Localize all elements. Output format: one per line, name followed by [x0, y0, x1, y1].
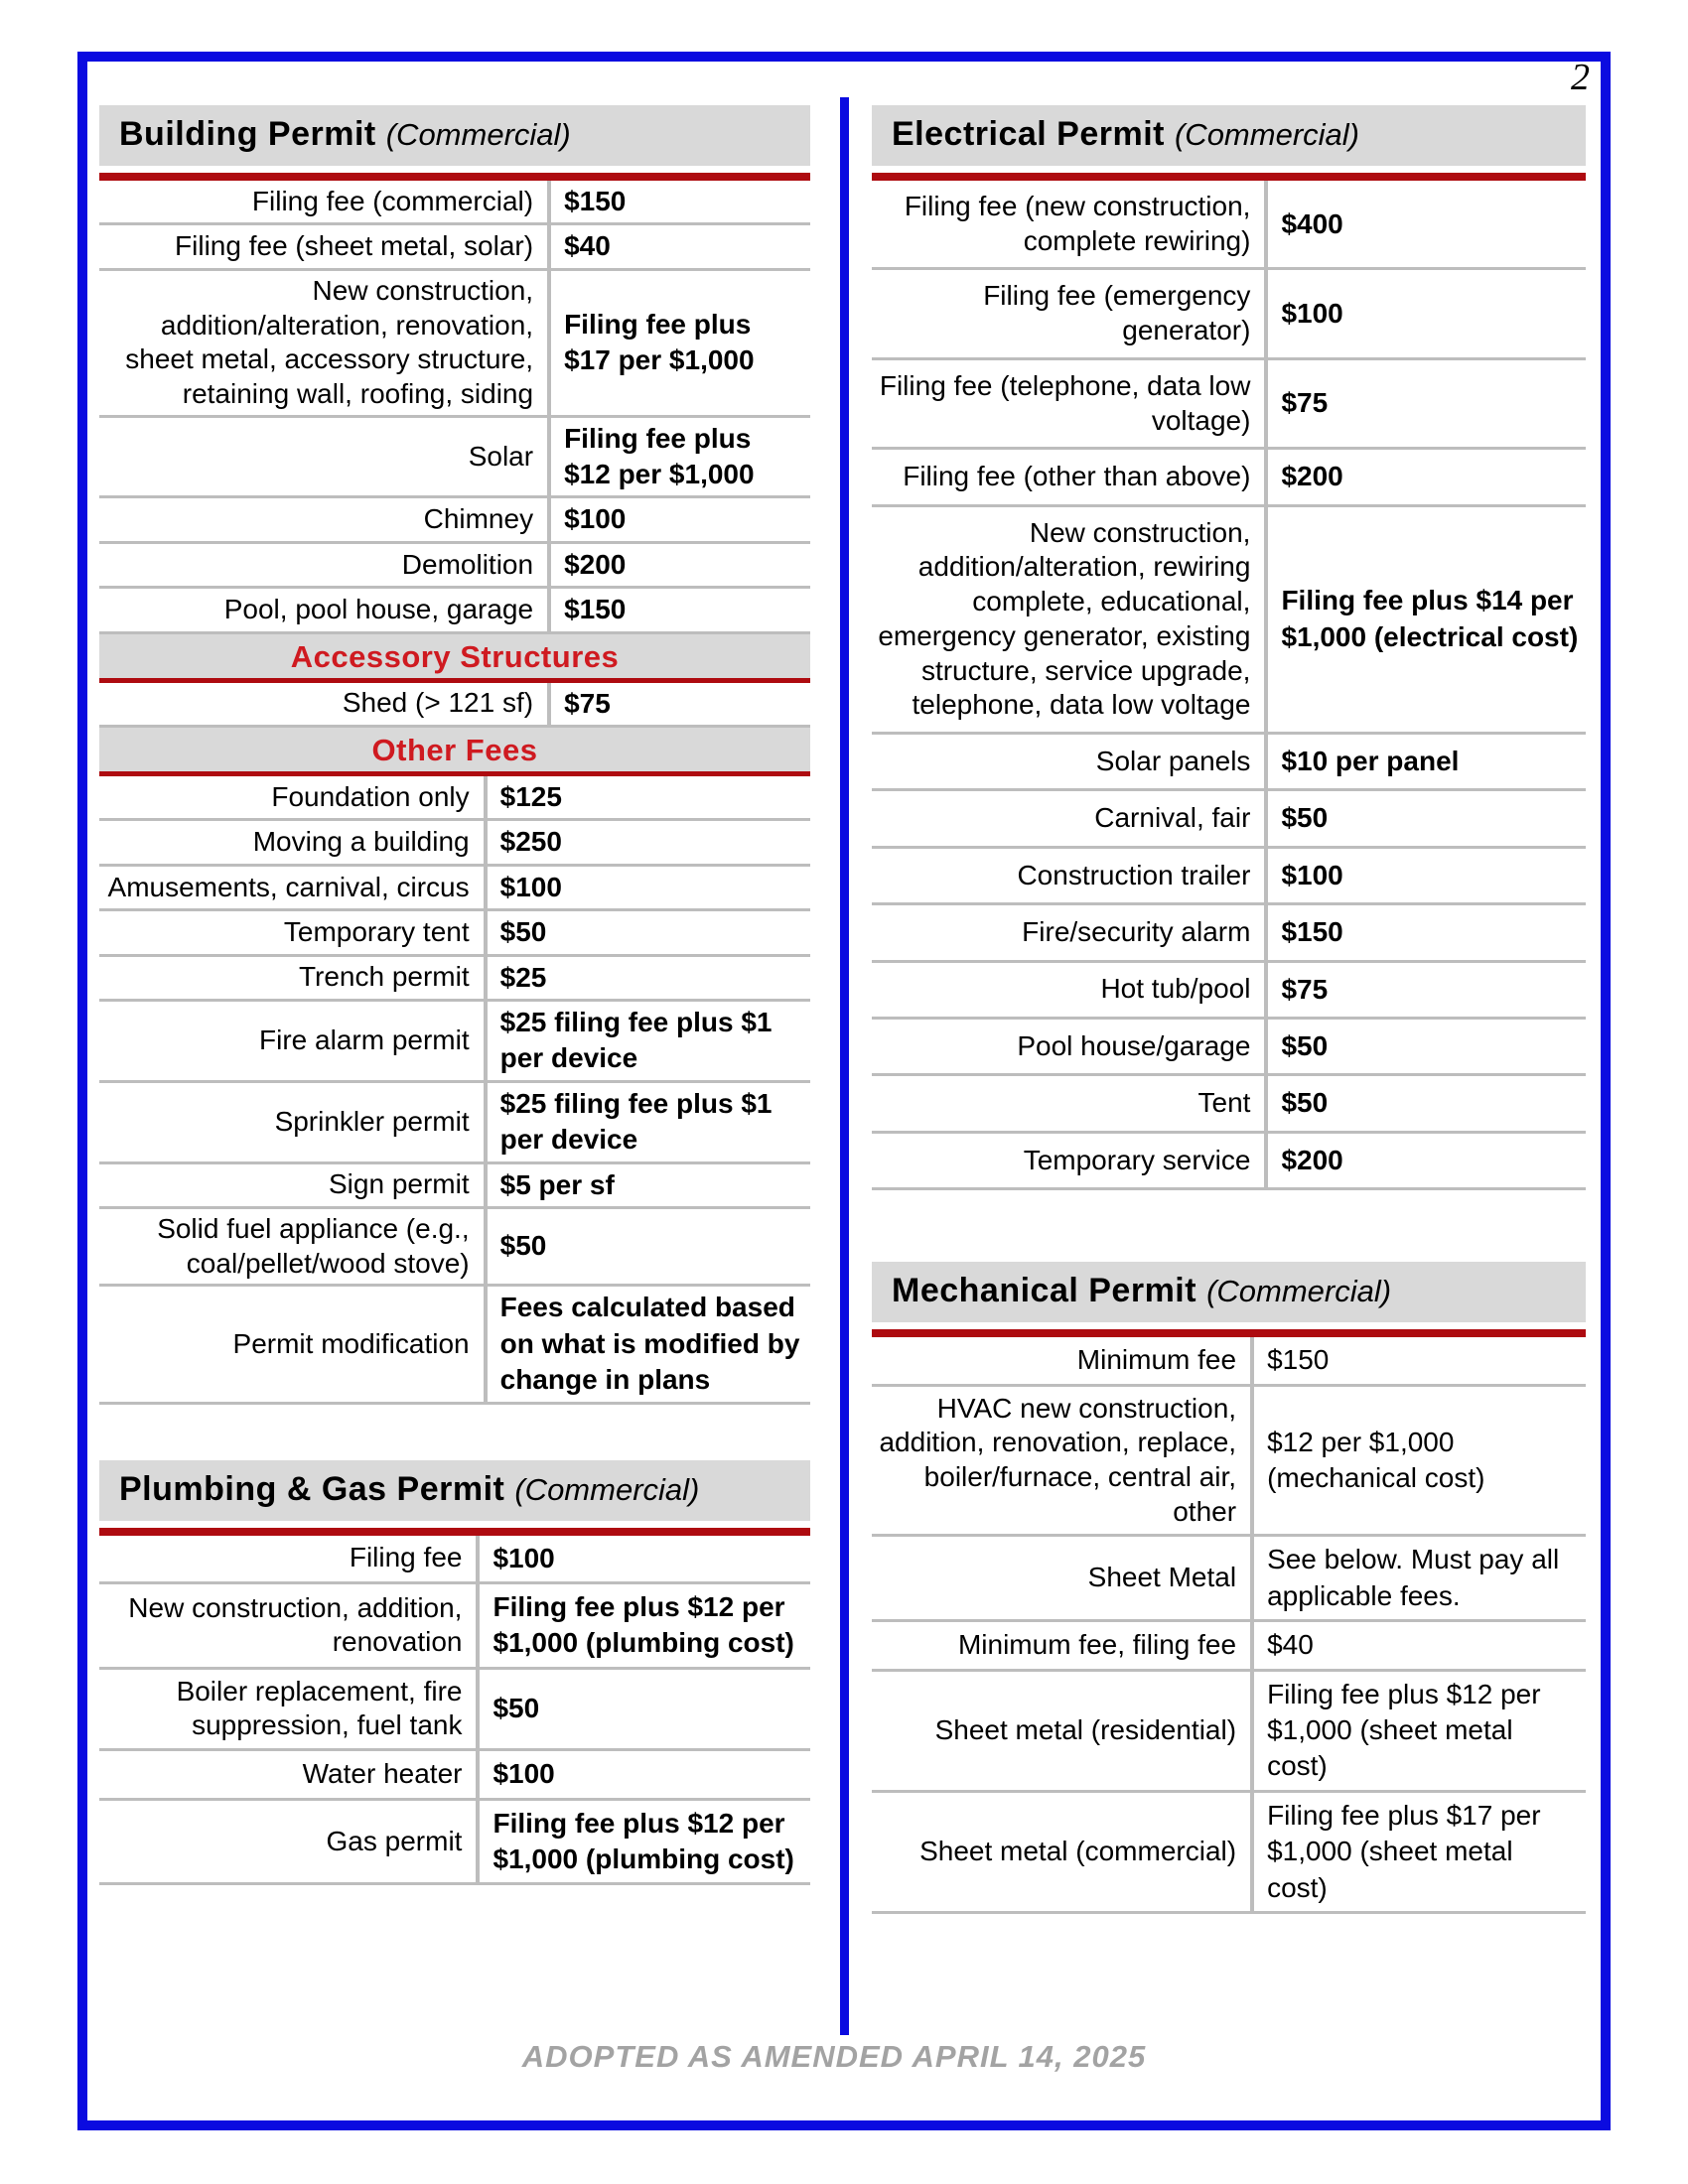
fee-row	[872, 1076, 1586, 1133]
red-rule	[99, 173, 810, 181]
electrical-permit-table	[872, 105, 1586, 1190]
fee-value: $5 per sf	[484, 1164, 810, 1206]
fee-value: $40	[547, 225, 810, 267]
mechanical-permit-table	[872, 1262, 1586, 1914]
fee-row	[99, 589, 810, 633]
fee-value: Filing fee plus $12 per $1,000 (sheet metal cost)	[1250, 1672, 1586, 1790]
adoption-footnote: ADOPTED AS AMENDED APRIL 14, 2025	[521, 2039, 1147, 2074]
fee-label: Solid fuel appliance (e.g., coal/pellet/wood stove)	[157, 1212, 470, 1279]
page-number: 2	[1571, 57, 1590, 98]
fee-label: New construction, addition, renovation	[128, 1591, 463, 1658]
building-permit-table	[99, 105, 810, 1405]
fee-value: $150	[547, 181, 810, 222]
fee-label: Tent	[1197, 1087, 1251, 1119]
fee-label: Water heater	[302, 1757, 463, 1789]
fee-row	[872, 1020, 1586, 1076]
fee-label: Carnival, fair	[1094, 802, 1251, 834]
fee-row	[99, 1801, 810, 1886]
fee-value: Filing fee plus $17 per $1,000 (sheet metal cost)	[1250, 1793, 1586, 1911]
fee-row	[99, 911, 810, 956]
table-subtitle: (Commercial)	[1206, 1274, 1392, 1309]
fee-row	[99, 271, 810, 418]
fee-label: Minimum fee	[1076, 1343, 1237, 1375]
fee-value: $12 per $1,000 (mechanical cost)	[1250, 1387, 1586, 1535]
fee-row	[872, 181, 1586, 270]
fee-label: Sprinkler permit	[274, 1105, 470, 1137]
fee-row	[99, 821, 810, 866]
fee-row	[99, 181, 810, 225]
fee-value: $100	[476, 1751, 810, 1797]
fee-row	[872, 1387, 1586, 1538]
fee-row	[99, 1164, 810, 1209]
fee-row	[872, 270, 1586, 359]
table-title: Building Permit	[119, 115, 376, 153]
fee-value: $50	[484, 1209, 810, 1284]
fee-label: Sheet metal (residential)	[934, 1713, 1237, 1745]
fee-row	[872, 791, 1586, 848]
section-title: Accessory Structures	[290, 638, 620, 674]
fee-value: $100	[484, 867, 810, 908]
fee-label: HVAC new construction, addition, renovation, replace, boiler/furnace, central air, other	[879, 1392, 1237, 1527]
fee-row	[99, 683, 810, 728]
fee-value: Filing fee plus $14 per $1,000 (electrical cost)	[1264, 507, 1586, 732]
fee-rows	[99, 1536, 810, 1886]
table-header	[872, 1262, 1586, 1322]
fee-rows	[99, 181, 810, 1405]
fee-label: Minimum fee, filing fee	[957, 1629, 1237, 1661]
fee-label: Solar panels	[1095, 745, 1251, 776]
fee-row	[872, 905, 1586, 962]
fee-label: Filing fee (telephone, data low voltage)	[879, 369, 1251, 436]
fee-label: Filing fee (emergency generator)	[983, 280, 1251, 346]
table-title: Plumbing & Gas Permit	[119, 1469, 505, 1508]
fee-value: $75	[1264, 963, 1586, 1017]
fee-row	[872, 507, 1586, 735]
fee-value: $150	[1250, 1337, 1586, 1383]
fee-label: Trench permit	[298, 961, 470, 993]
fee-row	[99, 544, 810, 589]
fee-value: $50	[476, 1670, 810, 1748]
table-subtitle: (Commercial)	[1174, 117, 1359, 152]
fee-value: $50	[1264, 791, 1586, 845]
fee-label: New construction, addition/alteration, renovation, sheet metal, accessory structure, retaining wall, roofing, siding	[125, 274, 534, 409]
fee-label: Temporary tent	[283, 916, 470, 947]
fee-row	[872, 1337, 1586, 1386]
fee-label: Filing fee (new construction, complete rewiring)	[904, 191, 1251, 256]
fee-value: Filing fee plus $12 per $1,000 (plumbing cost)	[476, 1584, 810, 1667]
fee-label: Pool house/garage	[1017, 1029, 1251, 1061]
fee-label: Foundation only	[271, 780, 470, 812]
table-header	[99, 105, 810, 166]
fee-value: Filing fee plus $17 per $1,000	[547, 271, 810, 415]
fee-value: $100	[1264, 270, 1586, 356]
fee-value: $50	[1264, 1076, 1586, 1130]
fee-label: Fire/security alarm	[1022, 916, 1251, 948]
fee-label: Filing fee	[349, 1542, 463, 1573]
table-title: Electrical Permit	[892, 115, 1165, 153]
fee-label: Shed (> 121 sf)	[342, 687, 534, 719]
left-column	[99, 105, 810, 1885]
fee-value: $200	[547, 544, 810, 586]
fee-row	[872, 1134, 1586, 1190]
fee-label: Pool, pool house, garage	[223, 594, 534, 625]
plumbing-gas-permit-table	[99, 1460, 810, 1886]
fee-row	[872, 1793, 1586, 1914]
column-divider-rule	[840, 97, 849, 2035]
section-header-row	[99, 634, 810, 683]
fee-value: $50	[1264, 1020, 1586, 1073]
fee-value: $125	[484, 776, 810, 818]
fee-label: Chimney	[423, 503, 534, 535]
fee-label: New construction, addition/alteration, rewiring complete, educational, emergency generator, existing structure, service upgrade, telephone, data low voltage	[878, 516, 1251, 721]
fee-row	[99, 1584, 810, 1670]
fee-row	[99, 957, 810, 1002]
fee-row	[872, 360, 1586, 450]
fee-rows	[872, 1337, 1586, 1914]
table-header	[99, 1460, 810, 1521]
fee-value: $100	[476, 1536, 810, 1581]
fee-label: Demolition	[401, 548, 534, 580]
fee-row	[872, 1672, 1586, 1793]
section-title: Other Fees	[371, 733, 538, 767]
fee-value: $25 filing fee plus $1 per device	[484, 1083, 810, 1161]
fee-row	[872, 849, 1586, 905]
fee-value: $75	[547, 683, 810, 725]
fee-label: Filing fee (other than above)	[903, 461, 1251, 492]
table-header	[872, 105, 1586, 166]
table-title: Mechanical Permit	[892, 1272, 1197, 1310]
fee-value: $200	[1264, 1134, 1586, 1187]
fee-value: $100	[547, 498, 810, 540]
red-rule	[872, 1329, 1586, 1337]
fee-label: Amusements, carnival, circus	[107, 871, 470, 902]
fee-value: See below. Must pay all applicable fees.	[1250, 1537, 1586, 1619]
fee-row	[99, 1002, 810, 1083]
fee-value: $150	[547, 589, 810, 630]
fee-label: Moving a building	[252, 826, 470, 858]
fee-label: Hot tub/pool	[1100, 973, 1251, 1005]
red-rule	[99, 1528, 810, 1536]
fee-label: Boiler replacement, fire suppression, fuel tank	[176, 1675, 463, 1741]
fee-value: $250	[484, 821, 810, 863]
fee-row	[872, 1622, 1586, 1671]
fee-row	[872, 963, 1586, 1020]
fee-rows	[872, 181, 1586, 1190]
table-subtitle: (Commercial)	[385, 117, 571, 152]
fee-row	[99, 1536, 810, 1584]
fee-row	[99, 418, 810, 499]
fee-row	[99, 1209, 810, 1287]
fee-row	[99, 867, 810, 911]
fee-value: $40	[1250, 1622, 1586, 1668]
section-header-row	[99, 728, 810, 776]
fee-row	[99, 1083, 810, 1164]
fee-value: $150	[1264, 905, 1586, 959]
fee-row	[872, 1537, 1586, 1622]
fee-value: $200	[1264, 450, 1586, 503]
fee-label: Solar	[468, 440, 534, 472]
fee-row	[872, 450, 1586, 506]
fee-value: $75	[1264, 360, 1586, 447]
fee-value: $100	[1264, 849, 1586, 902]
fee-label: Sign permit	[329, 1168, 470, 1200]
red-rule	[872, 173, 1586, 181]
fee-row	[99, 1670, 810, 1751]
table-subtitle: (Commercial)	[514, 1471, 700, 1507]
fee-value: $50	[484, 911, 810, 953]
fee-label: Temporary service	[1023, 1144, 1251, 1175]
fee-label: Permit modification	[232, 1327, 470, 1359]
fee-value: Fees calculated based on what is modified by change in plans	[484, 1287, 810, 1401]
fee-value: $25 filing fee plus $1 per device	[484, 1002, 810, 1080]
fee-value: $25	[484, 957, 810, 999]
fee-label: Fire alarm permit	[259, 1024, 470, 1055]
fee-row	[99, 498, 810, 543]
fee-row	[99, 1751, 810, 1800]
fee-row	[872, 735, 1586, 791]
fee-label: Filing fee (commercial)	[251, 185, 534, 216]
fee-value: $400	[1264, 181, 1586, 267]
fee-row	[99, 776, 810, 821]
fee-row	[99, 225, 810, 270]
fee-label: Filing fee (sheet metal, solar)	[175, 230, 534, 262]
fee-value: Filing fee plus $12 per $1,000 (plumbing cost)	[476, 1801, 810, 1883]
fee-value: $10 per panel	[1264, 735, 1586, 788]
fee-label: Sheet metal (commercial)	[919, 1835, 1237, 1866]
fee-value: Filing fee plus $12 per $1,000	[547, 418, 810, 496]
fee-label: Sheet Metal	[1087, 1562, 1237, 1593]
fee-label: Gas permit	[326, 1825, 463, 1856]
right-column	[872, 105, 1586, 1914]
fee-label: Construction trailer	[1017, 859, 1251, 890]
fee-row	[99, 1287, 810, 1404]
